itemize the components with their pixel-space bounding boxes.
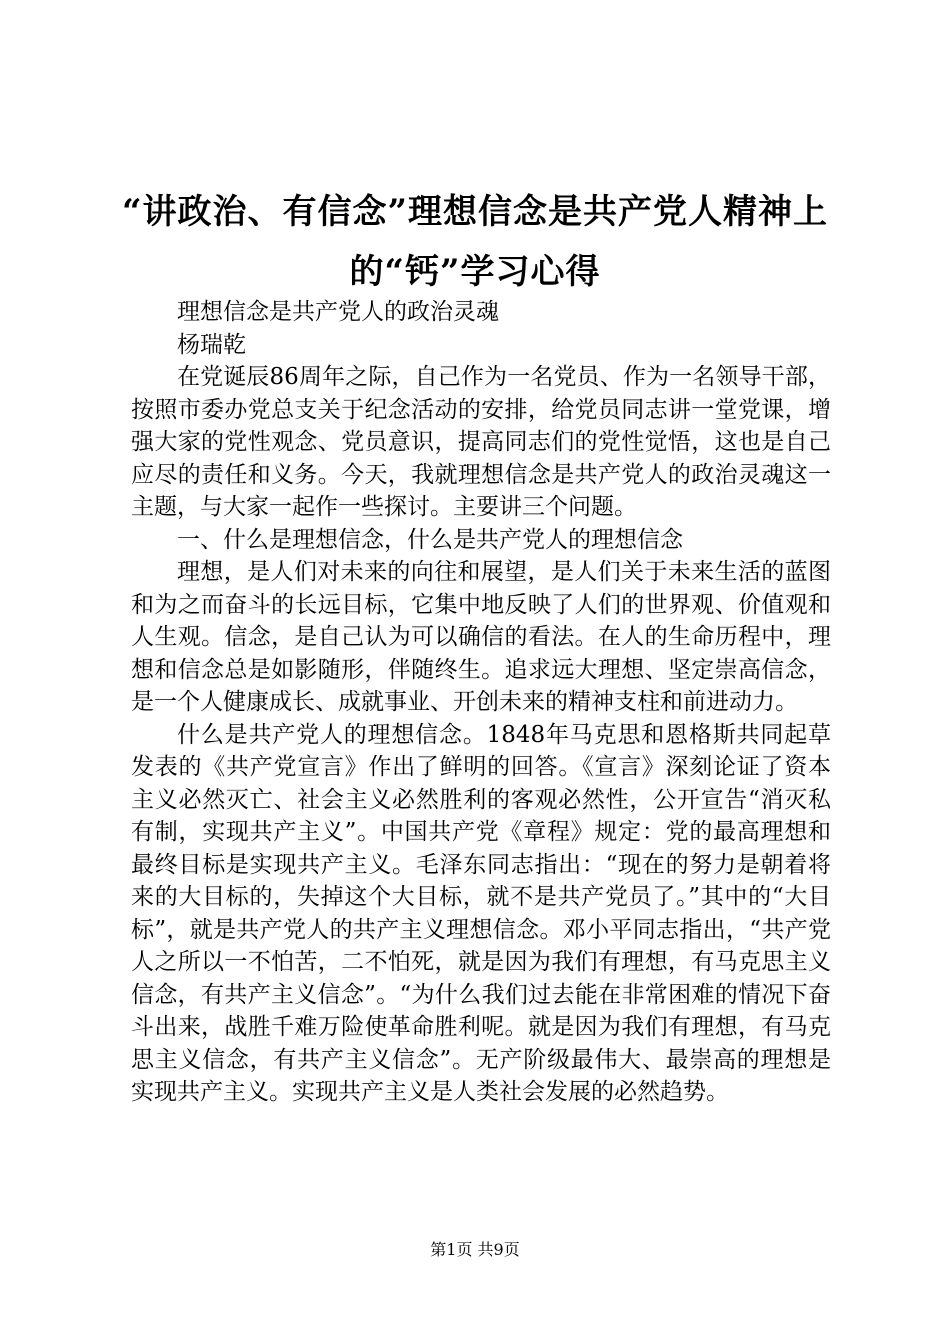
intro-paragraph: 在党诞辰86周年之际，自己作为一名党员、作为一名领导干部，按照市委办党总支关于纪念活动的安排，给党员同志讲一堂党课，增强大家的党性观念、党员意识，提高同志们的党性觉悟，这也是自己应尽的责任和义务。今天，我就理想信念是共产党人的政治灵魂这一主题，与大家一起作一些探讨。主要讲三个问题。 (131, 364, 831, 520)
author-paragraph: 杨瑞乾 (177, 331, 246, 358)
body-paragraph: 什么是共产党人的理想信念。1848年马克思和恩格斯共同起草发表的《共产党宣言》作出了鲜明的回答。《宣言》深刻论证了资本主义必然灭亡、社会主义必然胜利的客观必然性，公开宣告“消灭私有制，实现共产主义”。中国共产党《章程》规定：党的最高理想和最终目标是实现共产主义。毛泽东同志指出：“现在的努力是朝着将来的大目标的，失掉这个大目标，就不是共产党员了。”其中的“大目标”，就是共产党人的共产主义理想信念。邓小平同志指出，“共产党人之所以一不怕苦，二不怕死，就是因为我们有理想，有马克思主义信念，有共产主义信念”。“为什么我们过去能在非常困难的情况下奋斗出来，战胜千难万险使革命胜利呢。就是因为我们有理想，有马克思主义信念，有共产主义信念”。无产阶级最伟大、最崇高的理想是实现共产主义。实现共产主义是人类社会发展的必然趋势。 (131, 721, 831, 1105)
document-title: “讲政治、有信念”理想信念是共产党人精神上的“钙”学习心得 (121, 192, 829, 292)
section-heading: 一、什么是理想信念，什么是共产党人的理想信念 (177, 526, 683, 553)
page-footer: 第1页 共9页 (430, 1240, 520, 1259)
body-paragraph: 理想，是人们对未来的向往和展望，是人们关于未来生活的蓝图和为之而奋斗的长远目标，它集中地反映了人们的世界观、价值观和人生观。信念，是自己认为可以确信的看法。在人的生命历程中，理想和信念总是如影随形，伴随终生。追求远大理想、坚定崇高信念，是一个人健康成长、成就事业、开创未来的精神支柱和前进动力。 (131, 559, 831, 715)
document-body (131, 296, 831, 1109)
subtitle-paragraph: 理想信念是共产党人的政治灵魂 (177, 299, 499, 325)
